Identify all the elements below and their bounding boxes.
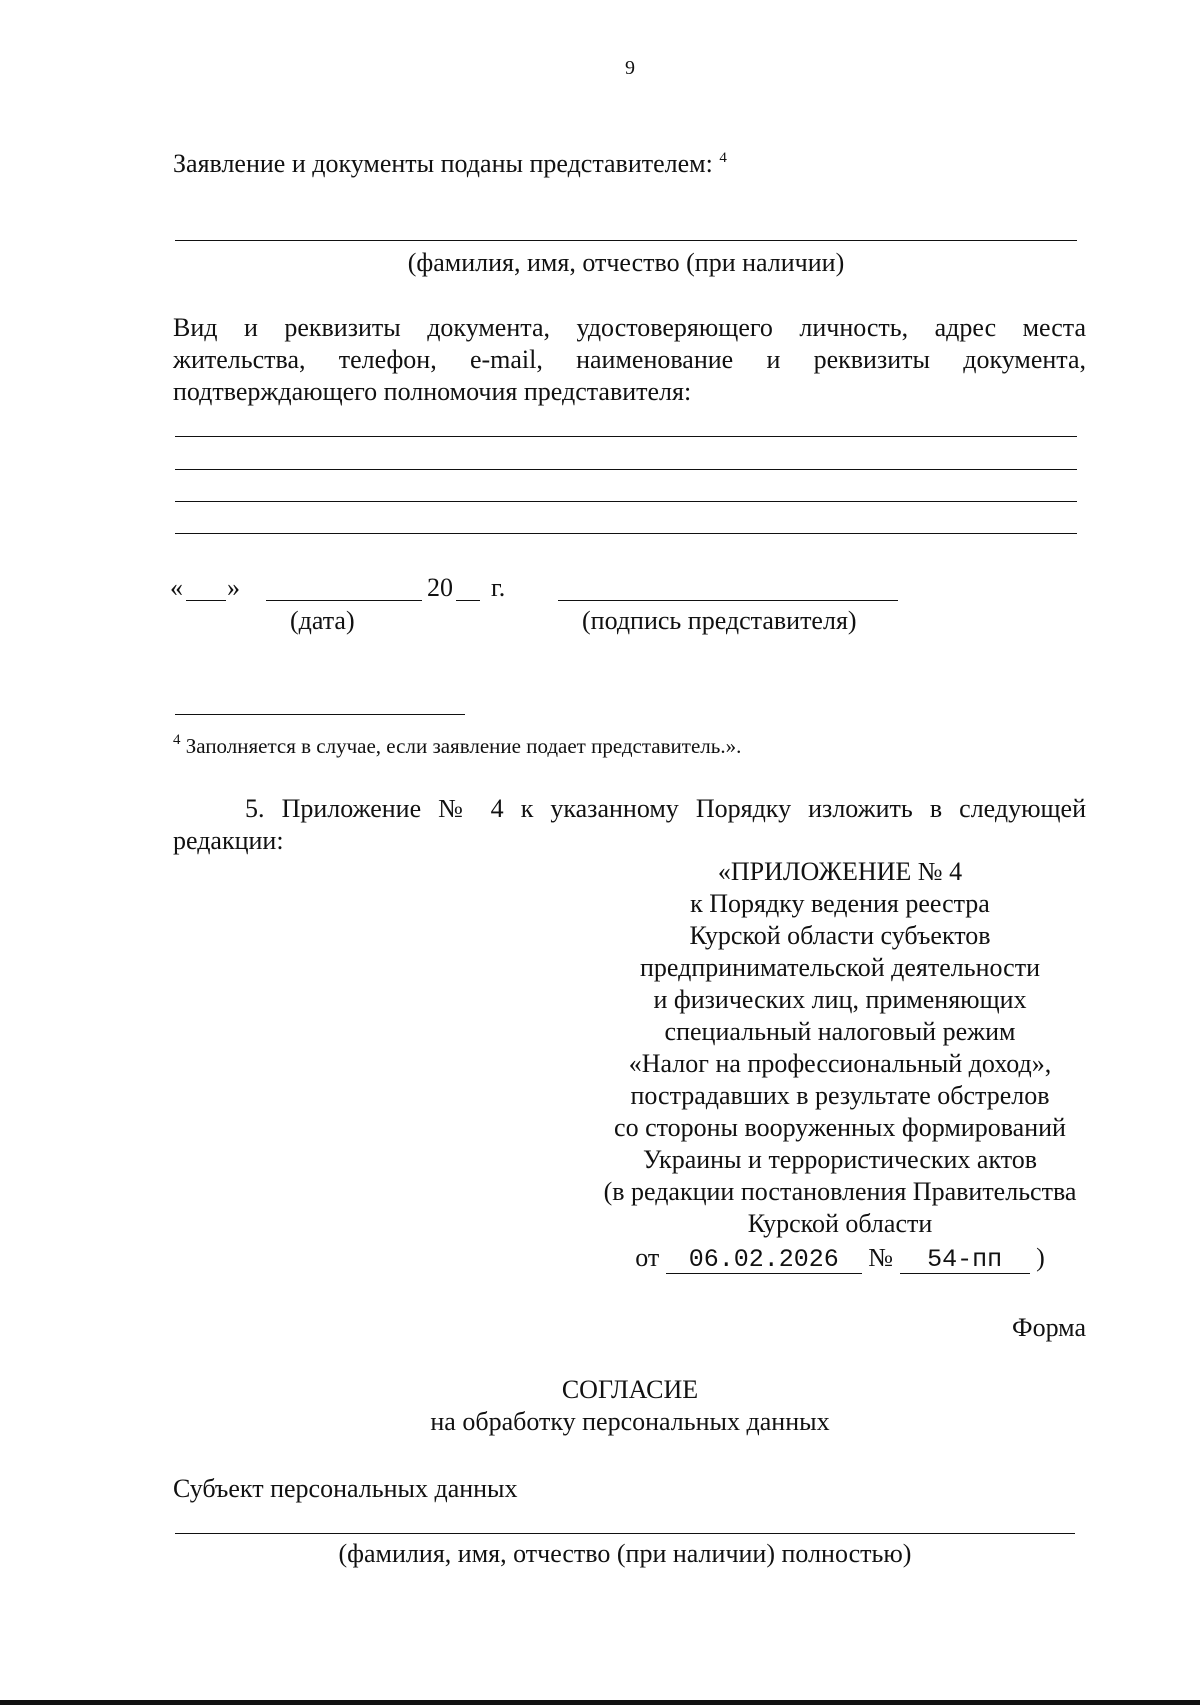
representative-heading-text: Заявление и документы поданы представителем: [173,149,713,178]
appendix-line: и физических лиц, применяющих [653,985,1027,1014]
appendix-line: со стороны вооруженных формирований [614,1113,1066,1142]
date-year-prefix: 20 [427,573,453,602]
appendix-line: Украины и террористических актов [642,1145,1038,1174]
blank-line-2 [175,469,1077,470]
footnote-mark: 4 [173,732,181,748]
subject-caption: (фамилия, имя, отчество (при наличии) полностью) [338,1539,912,1568]
resolution-close-paren: ) [1036,1243,1045,1272]
appendix-line: (в редакции постановления Правительства [603,1177,1077,1206]
representative-heading [173,148,727,180]
appendix-line: «Налог на профессиональный доход», [628,1049,1052,1078]
representative-doc-line-3: подтверждающего полномочия представителя: [173,377,692,406]
footnote-text: Заполняется в случае, если заявление подает представитель.». [185,734,742,758]
blank-line-1 [175,436,1077,437]
form-label: Форма [1012,1313,1086,1342]
date-caption: (дата) [290,606,355,635]
blank-line-3 [175,501,1077,502]
page-number: 9 [625,57,635,79]
signature-caption: (подпись представителя) [582,606,857,635]
consent-title: СОГЛАСИЕ [561,1375,699,1404]
appendix-line: специальный налоговый режим [664,1017,1016,1046]
date-day-blank [186,600,226,601]
item5-line-2: редакции: [173,826,284,855]
appendix-line: Курской области [747,1209,933,1238]
resolution-number-label: № [868,1243,894,1272]
representative-doc-line-1: Вид и реквизиты документа, удостоверяющего личность, адрес места [173,313,1086,342]
date-month-blank [266,600,422,601]
footnote-reference: 4 [719,150,727,166]
footnote [173,733,741,759]
date-year-blank [456,600,480,601]
date-close-quote: » [227,573,240,602]
appendix-line: предпринимательской деятельности [640,953,1040,982]
representative-doc-line-2: жительства, телефон, e-mail, наименование и реквизиты документа, [173,345,1086,374]
appendix-line: «ПРИЛОЖЕНИЕ № 4 [717,857,963,886]
scan-edge-border [0,1700,1200,1705]
footnote-separator [175,714,465,715]
subject-name-line [175,1533,1075,1534]
appendix-line: пострадавших в результате обстрелов [630,1081,1050,1110]
item5-line-1: 5. Приложение № 4 к указанному Порядку изложить в следующей [245,794,1086,823]
appendix-line: к Порядку ведения реестра [690,889,990,918]
resolution-line [560,1242,1120,1274]
date-year-suffix: г. [491,573,506,602]
appendix-block [560,856,1120,1274]
resolution-number: 54-пп [900,1247,1030,1274]
representative-name-line [175,240,1077,241]
subject-label: Субъект персональных данных [173,1474,518,1503]
signature-blank [558,600,898,601]
date-open-quote: « [170,573,183,602]
appendix-line: Курской области субъектов [689,921,991,950]
resolution-from-label: от [635,1243,660,1272]
representative-name-caption: (фамилия, имя, отчество (при наличии) [407,248,845,277]
resolution-date: 06.02.2026 [666,1247,862,1274]
consent-subtitle: на обработку персональных данных [430,1407,830,1436]
blank-line-4 [175,533,1077,534]
